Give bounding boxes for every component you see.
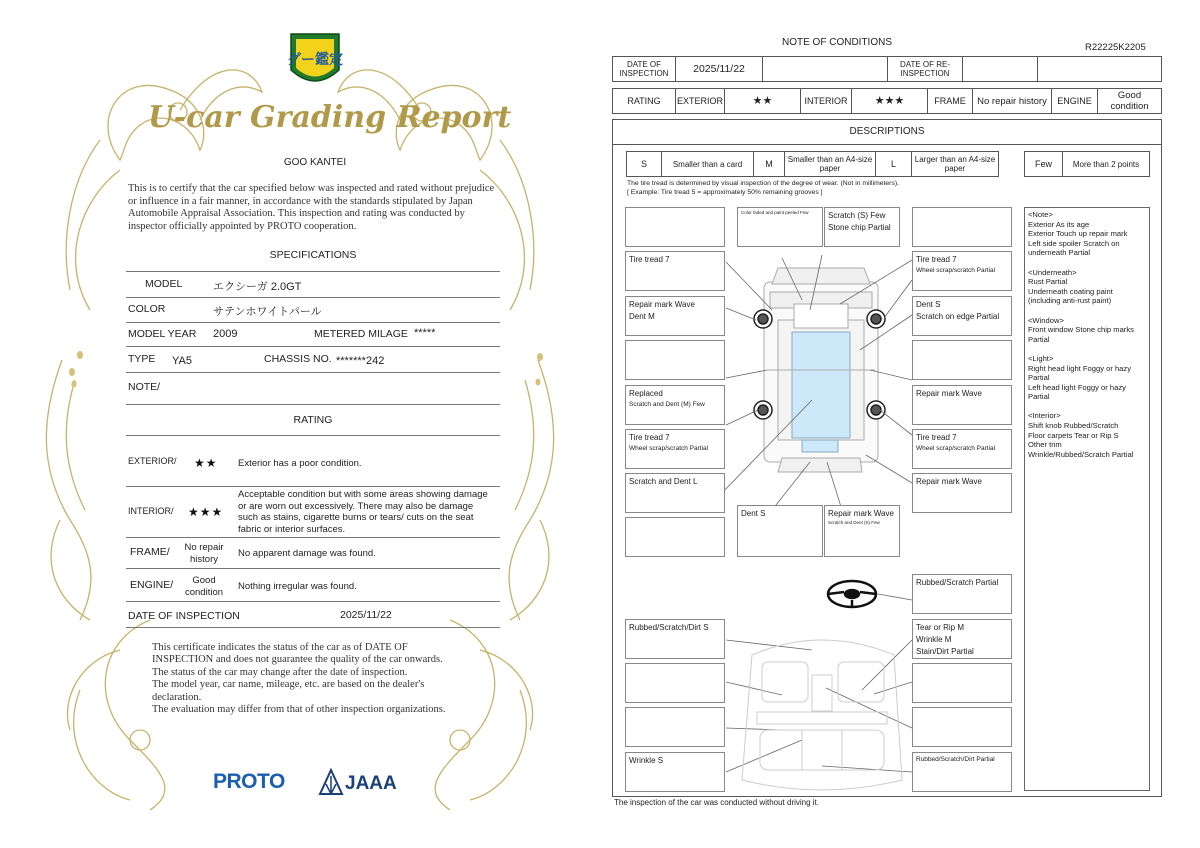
box-text: Repair mark Wave [916, 477, 982, 486]
interior-stars: ★★★ [188, 505, 224, 519]
note-group [1028, 268, 1146, 306]
damage-box [625, 707, 725, 747]
note-line: <Underneath> [1028, 267, 1077, 277]
sheet-footer-note: The inspection of the car was conducted without driving it. [614, 798, 819, 807]
specifications-heading: SPECIFICATIONS [269, 249, 357, 261]
footer-line: The status of the car may change after the date of inspection. [152, 666, 408, 678]
certificate-intro: This is to certify that the car specified below was inspected and rated without prejudice or influence in a fair manner, in accordance with the standards stipulated by Japan Automobile Appraisal Association. This inspection and rating was conducted by inspector officially appointed by PROTO cooperation. [128, 183, 495, 232]
frame-desc: No apparent damage was found. [238, 548, 376, 559]
date-blank [762, 56, 888, 82]
divider [126, 568, 500, 569]
box-text: Scratch on edge Partial [916, 312, 1000, 321]
box-text: Stone chip Partial [828, 223, 891, 232]
exterior-stars: ★★ [724, 88, 801, 114]
damage-box [625, 663, 725, 703]
mileage-value: ***** [414, 327, 436, 339]
date-blank [1037, 56, 1162, 82]
exterior-stars: ★★ [194, 456, 218, 470]
engine-label: ENGINE [1051, 88, 1098, 114]
damage-box [625, 251, 725, 291]
box-text: Dent S [741, 509, 766, 518]
legend-text: Smaller than a card [661, 151, 754, 177]
legend-text: More than 2 points [1062, 151, 1150, 177]
note-line: Exterior Touch up repair mark [1028, 229, 1128, 239]
color-value: サテンホワイトパール [213, 306, 322, 318]
note-line: <Window> [1028, 315, 1064, 325]
model-year-value: 2009 [213, 328, 238, 340]
engine-value: Good condition [1097, 88, 1162, 114]
box-text: Stain/Dirt Partial [916, 647, 974, 656]
color-label: COLOR [128, 303, 166, 315]
damage-box [912, 251, 1012, 291]
damage-box [625, 619, 725, 659]
damage-box [912, 574, 1012, 614]
box-text: Rubbed/Scratch/Dirt S [629, 623, 709, 632]
model-value: エクシーガ 2.0GT [213, 281, 302, 293]
box-text: Dent S [916, 300, 941, 309]
exterior-desc: Exterior has a poor condition. [238, 458, 362, 469]
chassis-label: CHASSIS NO. [264, 353, 332, 365]
box-text: Repair mark Wave [828, 509, 894, 518]
note-line: Underneath coating paint (including anti-rust paint) [1028, 286, 1113, 306]
date-inspection-value: 2025/11/22 [675, 56, 763, 82]
mileage-label: METERED MILAGE [314, 328, 408, 340]
box-text: Scratch and Dent (S) Few [828, 520, 880, 525]
damage-box [912, 619, 1012, 659]
frame-label: FRAME [927, 88, 973, 114]
divider [126, 435, 500, 436]
note-line: <Note> [1028, 210, 1053, 219]
frame-value: No repair history [972, 88, 1052, 114]
divider [126, 537, 500, 538]
exterior-label: EXTERIOR/ [128, 456, 177, 466]
legend-code: Few [1024, 151, 1063, 177]
tire-note-example: [ Example: Tire tread 5 = approximately 50% remaining grooves ] [627, 189, 823, 196]
note-line: <Light> [1028, 353, 1054, 363]
divider [126, 372, 500, 373]
box-text: Scratch and Dent L [629, 477, 698, 486]
damage-box [912, 429, 1012, 469]
box-text: Tire tread 7 [629, 433, 670, 442]
note-line: Left head light Foggy or hazy Partial [1028, 382, 1126, 402]
divider [126, 297, 500, 298]
divider [126, 601, 500, 602]
box-text: Tire tread 7 [916, 433, 957, 442]
box-text: Wheel scrap/scratch Partial [629, 445, 709, 452]
date-inspection-label: DATE OF INSPECTION [612, 56, 676, 82]
note-line: Floor carpets Tear or Rip S [1028, 430, 1119, 440]
divider [126, 271, 500, 272]
interior-desc: Acceptable condition but with some areas showing damage or are worn out excessively. There may also be damage such as stains, cigarette burns or tears/ cuts on the seat fabric or interior surfaces. [238, 489, 488, 535]
note-group [1028, 354, 1146, 402]
damage-box [912, 473, 1012, 513]
type-value: YA5 [172, 355, 192, 367]
exterior-label: EXTERIOR [675, 88, 725, 114]
jaaa-logo: JAAA [345, 773, 397, 794]
reference-number: R22225K2205 [1085, 42, 1146, 53]
footer-line: This certificate indicates the status of the car as of DATE OF [152, 642, 408, 653]
damage-box [912, 340, 1012, 380]
damage-box [912, 296, 1012, 336]
box-text: Wrinkle M [916, 635, 952, 644]
damage-box [912, 663, 1012, 703]
damage-box [824, 505, 900, 557]
footer-line: The model year, car name, mileage, etc. are based on the dealer's [152, 679, 425, 691]
goo-kantei-badge-icon [287, 30, 343, 92]
damage-box [625, 385, 725, 425]
chassis-value: *******242 [336, 355, 385, 367]
footer-line: declaration. [152, 691, 202, 703]
divider [126, 627, 500, 628]
box-text: Tire tread 7 [916, 255, 957, 264]
note-line: Other trim [1028, 440, 1062, 450]
damage-box [912, 207, 1012, 247]
box-text: Wheel scrap/scratch Partial [916, 267, 996, 274]
damage-box [625, 752, 725, 792]
frame-label: FRAME/ [130, 546, 170, 558]
note-group [1028, 210, 1146, 258]
jaaa-logo-icon [318, 768, 344, 796]
divider [126, 486, 500, 487]
note-label: NOTE/ [128, 381, 161, 393]
note-line: Right head light Foggy or hazy Partial [1028, 363, 1131, 383]
damage-box [737, 207, 823, 247]
descriptions-heading: DESCRIPTIONS [612, 119, 1162, 145]
box-text: Replaced [629, 389, 663, 398]
tire-note: The tire tread is determined by visual inspection of the degree of wear. (Not in millimeters). [627, 180, 899, 187]
date-reinspection-value [962, 56, 1038, 82]
divider [126, 322, 500, 323]
note-line: Shift knob Rubbed/Scratch [1028, 421, 1119, 431]
box-text: Scratch and Dent (M) Few [629, 401, 705, 408]
frame-value: No repair history [184, 542, 224, 565]
box-text: Dent M [629, 312, 655, 321]
note-line: <Interior> [1028, 411, 1061, 421]
damage-box [625, 517, 725, 557]
note-line: Wrinkle/Rubbed/Scratch Partial [1028, 449, 1134, 459]
damage-box [625, 473, 725, 513]
rating-label: RATING [612, 88, 676, 114]
legend-text: Larger than an A4-size paper [911, 151, 999, 177]
divider [126, 404, 500, 405]
footer-line: INSPECTION and does not guarantee the quality of the car onwards. [152, 654, 443, 666]
note-group [1028, 316, 1146, 345]
box-text: Repair mark Wave [629, 300, 695, 309]
sheet-title: NOTE OF CONDITIONS [782, 37, 892, 48]
report-subtitle: GOO KANTEI [283, 157, 347, 168]
model-year-label: MODEL YEAR [128, 328, 197, 340]
engine-value: Good condition [184, 575, 224, 598]
engine-label: ENGINE/ [130, 579, 174, 591]
report-title: U-car Grading Report [148, 100, 512, 135]
interior-label: INTERIOR [800, 88, 852, 114]
note-line: Exterior As its age [1028, 219, 1090, 229]
note-line: Front window Stone chip marks Partial [1028, 325, 1134, 344]
certificate-footer [152, 642, 482, 716]
damage-box [737, 505, 823, 557]
damage-box [912, 752, 1012, 792]
note-group [1028, 411, 1146, 459]
box-text: Wrinkle S [629, 756, 664, 765]
box-text: Color faded and paint peeled Few [741, 210, 809, 215]
footer-line: The evaluation may differ from that of other inspection organizations. [152, 704, 446, 716]
damage-box [625, 207, 725, 247]
interior-stars: ★★★ [851, 88, 928, 114]
damage-box [625, 429, 725, 469]
damage-box [912, 385, 1012, 425]
box-text: Scratch (S) Few [828, 211, 886, 220]
divider [126, 346, 500, 347]
damage-box [824, 207, 900, 247]
box-text: Rubbed/Scratch Partial [916, 578, 999, 587]
badge-text: グー鑑定 [287, 52, 343, 68]
inspection-date-label: DATE OF INSPECTION [128, 610, 240, 622]
box-text: Repair mark Wave [916, 389, 982, 398]
note-line: Left side spoiler Scratch on underneath Partial [1028, 238, 1120, 258]
damage-box [625, 296, 725, 336]
notes-box [1024, 207, 1150, 791]
note-line: Rust Partial [1028, 277, 1068, 287]
box-text: Tire tread 7 [629, 255, 670, 264]
type-label: TYPE [128, 353, 156, 365]
box-text: Rubbed/Scratch/Dirt Partial [916, 756, 995, 763]
legend-code: S [626, 151, 662, 177]
box-text: Wheel scrap/scratch Partial [916, 445, 996, 452]
inspection-date-value: 2025/11/22 [340, 609, 392, 621]
damage-box [625, 340, 725, 380]
rating-heading: RATING [293, 414, 333, 426]
legend-code: M [753, 151, 785, 177]
date-reinspection-label: DATE OF RE-INSPECTION [887, 56, 963, 82]
box-text: Tear or Rip M [916, 623, 965, 632]
damage-box [912, 707, 1012, 747]
legend-text: Smaller than an A4-size paper [784, 151, 876, 177]
proto-logo: PROTO [213, 770, 285, 793]
legend-code: L [875, 151, 912, 177]
engine-desc: Nothing irregular was found. [238, 581, 357, 592]
interior-label: INTERIOR/ [128, 506, 174, 516]
model-label: MODEL [145, 278, 183, 290]
